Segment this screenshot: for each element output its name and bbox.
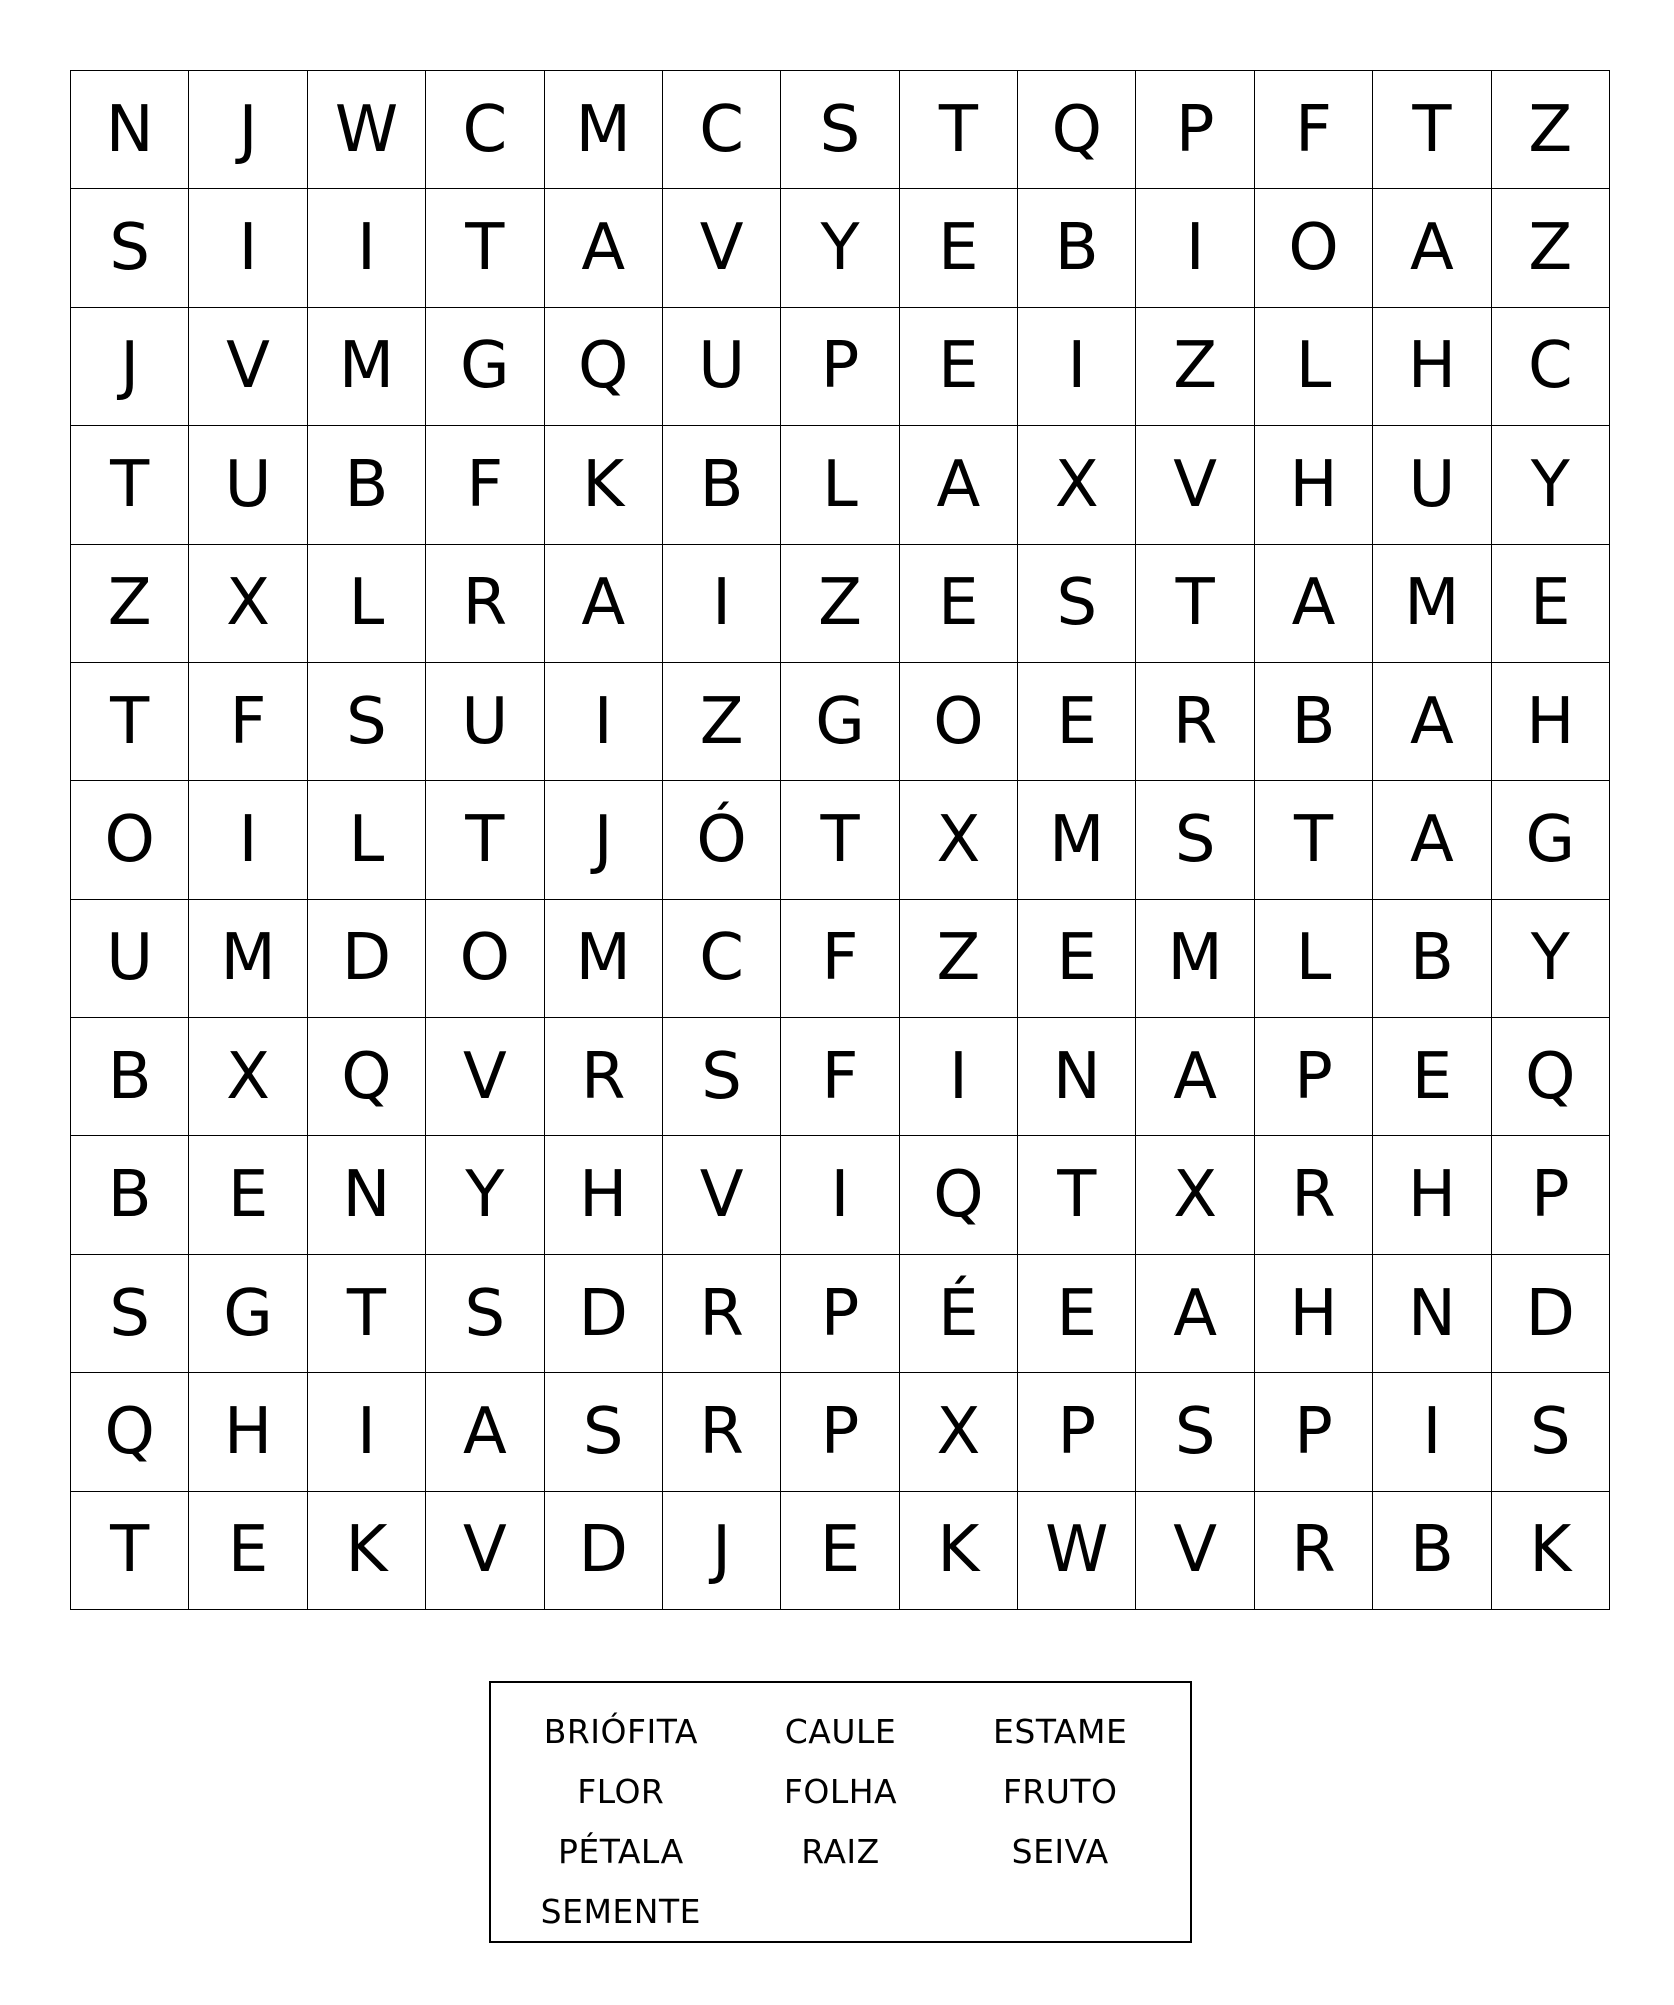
grid-cell[interactable]: A <box>1136 1255 1254 1373</box>
grid-cell[interactable]: T <box>1018 1136 1136 1254</box>
grid-cell[interactable]: S <box>781 71 899 189</box>
grid-cell[interactable]: B <box>1018 189 1136 307</box>
grid-cell[interactable]: K <box>900 1492 1018 1610</box>
grid-cell[interactable]: P <box>1255 1373 1373 1491</box>
grid-cell[interactable]: H <box>1492 663 1610 781</box>
grid-cell[interactable]: O <box>900 663 1018 781</box>
grid-cell[interactable]: P <box>1018 1373 1136 1491</box>
word-list-item: ESTAME <box>993 1711 1128 1751</box>
grid-cell[interactable]: Z <box>900 900 1018 1018</box>
grid-cell[interactable]: H <box>1373 1136 1491 1254</box>
grid-cell[interactable]: S <box>1492 1373 1610 1491</box>
grid-cell[interactable]: Z <box>1492 189 1610 307</box>
grid-cell[interactable]: X <box>189 545 307 663</box>
grid-cell[interactable]: H <box>1255 426 1373 544</box>
grid-cell[interactable]: A <box>1136 1018 1254 1136</box>
grid-cell[interactable]: A <box>900 426 1018 544</box>
grid-cell[interactable]: L <box>308 545 426 663</box>
grid-cell[interactable]: N <box>71 71 189 189</box>
grid-cell[interactable]: V <box>663 189 781 307</box>
grid-cell[interactable]: D <box>545 1255 663 1373</box>
grid-cell[interactable]: R <box>1255 1136 1373 1254</box>
grid-cell[interactable]: Z <box>71 545 189 663</box>
word-list-item: CAULE <box>784 1711 897 1751</box>
grid-cell[interactable]: G <box>189 1255 307 1373</box>
grid-cell[interactable]: R <box>426 545 544 663</box>
grid-cell[interactable]: P <box>1492 1136 1610 1254</box>
grid-cell[interactable]: G <box>781 663 899 781</box>
grid-cell[interactable]: Y <box>1492 426 1610 544</box>
grid-cell[interactable]: W <box>308 71 426 189</box>
grid-cell[interactable]: J <box>189 71 307 189</box>
grid-cell[interactable]: S <box>1136 1373 1254 1491</box>
grid-cell[interactable]: X <box>1018 426 1136 544</box>
grid-cell[interactable]: E <box>1018 900 1136 1018</box>
grid-cell[interactable]: D <box>1492 1255 1610 1373</box>
grid-cell[interactable]: Z <box>781 545 899 663</box>
grid-cell[interactable]: A <box>426 1373 544 1491</box>
grid-cell[interactable]: H <box>545 1136 663 1254</box>
grid-cell[interactable]: L <box>781 426 899 544</box>
grid-cell[interactable]: F <box>1255 71 1373 189</box>
grid-cell[interactable]: V <box>663 1136 781 1254</box>
grid-cell[interactable]: U <box>189 426 307 544</box>
word-list <box>489 1681 1192 1943</box>
grid-cell[interactable]: M <box>545 71 663 189</box>
grid-cell[interactable]: I <box>308 189 426 307</box>
grid-cell[interactable]: X <box>900 781 1018 899</box>
grid-cell[interactable]: I <box>900 1018 1018 1136</box>
grid-cell[interactable]: Q <box>308 1018 426 1136</box>
grid-cell[interactable]: X <box>189 1018 307 1136</box>
grid-cell[interactable]: F <box>781 1018 899 1136</box>
grid-cell[interactable]: X <box>900 1373 1018 1491</box>
grid-cell[interactable]: T <box>426 189 544 307</box>
grid-cell[interactable]: N <box>1018 1018 1136 1136</box>
grid-cell[interactable]: P <box>781 1373 899 1491</box>
grid-cell[interactable]: Y <box>1492 900 1610 1018</box>
grid-cell[interactable]: L <box>1255 900 1373 1018</box>
grid-cell[interactable]: J <box>71 308 189 426</box>
grid-cell[interactable]: F <box>781 900 899 1018</box>
grid-cell[interactable]: I <box>1373 1373 1491 1491</box>
grid-cell[interactable]: N <box>308 1136 426 1254</box>
grid-cell[interactable]: K <box>308 1492 426 1610</box>
grid-cell[interactable]: G <box>1492 781 1610 899</box>
grid-cell[interactable]: R <box>1255 1492 1373 1610</box>
grid-cell[interactable]: A <box>1373 189 1491 307</box>
grid-cell[interactable]: R <box>1136 663 1254 781</box>
grid-cell[interactable]: Q <box>71 1373 189 1491</box>
grid-cell[interactable]: T <box>1136 545 1254 663</box>
grid-cell[interactable]: I <box>663 545 781 663</box>
word-list-item: SEIVA <box>1011 1831 1109 1871</box>
grid-cell[interactable]: U <box>426 663 544 781</box>
grid-cell[interactable]: M <box>545 900 663 1018</box>
grid-cell[interactable]: F <box>426 426 544 544</box>
grid-cell[interactable]: C <box>663 900 781 1018</box>
word-list-item: FOLHA <box>783 1771 898 1811</box>
grid-cell[interactable]: H <box>189 1373 307 1491</box>
grid-cell[interactable]: M <box>1018 781 1136 899</box>
grid-cell[interactable]: J <box>663 1492 781 1610</box>
grid-cell[interactable]: S <box>1018 545 1136 663</box>
grid-cell[interactable]: O <box>1255 189 1373 307</box>
grid-cell[interactable]: B <box>1373 1492 1491 1610</box>
grid-cell[interactable]: I <box>308 1373 426 1491</box>
grid-cell[interactable]: V <box>1136 1492 1254 1610</box>
grid-cell[interactable]: T <box>71 426 189 544</box>
grid-cell[interactable]: E <box>1373 1018 1491 1136</box>
grid-cell[interactable]: T <box>71 1492 189 1610</box>
grid-cell[interactable]: H <box>1255 1255 1373 1373</box>
grid-cell[interactable]: U <box>1373 426 1491 544</box>
grid-cell[interactable]: T <box>71 663 189 781</box>
grid-cell[interactable]: I <box>781 1136 899 1254</box>
grid-cell[interactable]: T <box>900 71 1018 189</box>
word-list-item: BRIÓFITA <box>543 1711 698 1751</box>
grid-cell[interactable]: Y <box>781 189 899 307</box>
grid-cell[interactable]: F <box>189 663 307 781</box>
grid-cell[interactable]: J <box>545 781 663 899</box>
grid-cell[interactable]: Q <box>545 308 663 426</box>
grid-cell[interactable]: S <box>71 189 189 307</box>
grid-cell[interactable]: M <box>1136 900 1254 1018</box>
grid-cell[interactable]: I <box>1136 189 1254 307</box>
grid-cell[interactable]: P <box>781 308 899 426</box>
word-list-item: RAIZ <box>801 1831 880 1871</box>
grid-cell[interactable]: R <box>663 1255 781 1373</box>
grid-cell[interactable]: G <box>426 308 544 426</box>
grid-cell[interactable]: E <box>900 545 1018 663</box>
grid-cell[interactable]: R <box>663 1373 781 1491</box>
grid-cell[interactable]: T <box>781 781 899 899</box>
grid-cell[interactable]: Z <box>663 663 781 781</box>
grid-cell[interactable]: A <box>545 545 663 663</box>
grid-cell[interactable]: Z <box>1136 308 1254 426</box>
grid-cell[interactable]: B <box>1373 900 1491 1018</box>
grid-cell[interactable]: Y <box>426 1136 544 1254</box>
grid-cell[interactable]: E <box>900 308 1018 426</box>
grid-cell[interactable]: Q <box>1018 71 1136 189</box>
grid-cell[interactable]: I <box>189 781 307 899</box>
grid-cell[interactable]: V <box>426 1492 544 1610</box>
grid-cell[interactable]: T <box>308 1255 426 1373</box>
grid-cell[interactable]: E <box>1018 663 1136 781</box>
grid-cell[interactable]: B <box>1255 663 1373 781</box>
grid-cell[interactable]: U <box>663 308 781 426</box>
grid-cell[interactable]: T <box>1255 781 1373 899</box>
word-list-item: SEMENTE <box>540 1891 701 1931</box>
grid-cell[interactable]: L <box>308 781 426 899</box>
word-list-item: PÉTALA <box>558 1831 684 1871</box>
grid-cell[interactable]: C <box>1492 308 1610 426</box>
grid-cell[interactable]: X <box>1136 1136 1254 1254</box>
grid-cell[interactable]: A <box>1373 781 1491 899</box>
grid-cell[interactable]: É <box>900 1255 1018 1373</box>
word-list-item: FLOR <box>577 1771 665 1811</box>
grid-cell[interactable]: B <box>71 1136 189 1254</box>
grid-cell[interactable]: S <box>663 1018 781 1136</box>
grid-cell[interactable]: S <box>308 663 426 781</box>
grid-cell[interactable]: U <box>71 900 189 1018</box>
grid-cell[interactable]: T <box>1373 71 1491 189</box>
grid-cell[interactable]: N <box>1373 1255 1491 1373</box>
grid-cell[interactable]: M <box>1373 545 1491 663</box>
grid-cell[interactable]: H <box>1373 308 1491 426</box>
grid-cell[interactable]: P <box>781 1255 899 1373</box>
grid-cell[interactable]: V <box>1136 426 1254 544</box>
grid-cell[interactable]: B <box>308 426 426 544</box>
grid-cell[interactable]: C <box>663 71 781 189</box>
grid-cell[interactable]: P <box>1255 1018 1373 1136</box>
grid-cell[interactable]: P <box>1136 71 1254 189</box>
grid-cell[interactable]: C <box>426 71 544 189</box>
grid-cell[interactable]: E <box>189 1136 307 1254</box>
grid-cell[interactable]: S <box>426 1255 544 1373</box>
grid-cell[interactable]: V <box>189 308 307 426</box>
grid-cell[interactable]: K <box>545 426 663 544</box>
word-list-item: FRUTO <box>1002 1771 1118 1811</box>
grid-cell[interactable]: O <box>426 900 544 1018</box>
grid-cell[interactable]: Ó <box>663 781 781 899</box>
grid-cell[interactable]: M <box>308 308 426 426</box>
grid-cell[interactable]: Q <box>1492 1018 1610 1136</box>
grid-cell[interactable]: M <box>189 900 307 1018</box>
grid-cell[interactable]: A <box>545 189 663 307</box>
grid-cell[interactable]: V <box>426 1018 544 1136</box>
grid-cell[interactable]: R <box>545 1018 663 1136</box>
grid-cell[interactable]: I <box>545 663 663 781</box>
grid-cell[interactable]: E <box>900 189 1018 307</box>
letter-grid <box>70 70 1610 1610</box>
grid-cell[interactable]: O <box>71 781 189 899</box>
grid-cell[interactable]: Z <box>1492 71 1610 189</box>
grid-cell[interactable]: B <box>663 426 781 544</box>
grid-cell[interactable]: E <box>781 1492 899 1610</box>
grid-cell[interactable]: K <box>1492 1492 1610 1610</box>
grid-cell[interactable]: B <box>71 1018 189 1136</box>
grid-cell[interactable]: S <box>71 1255 189 1373</box>
grid-cell[interactable]: D <box>308 900 426 1018</box>
grid-cell[interactable]: A <box>1373 663 1491 781</box>
grid-cell[interactable]: E <box>1492 545 1610 663</box>
grid-cell[interactable]: E <box>1018 1255 1136 1373</box>
grid-cell[interactable]: D <box>545 1492 663 1610</box>
grid-cell[interactable]: Q <box>900 1136 1018 1254</box>
grid-cell[interactable]: E <box>189 1492 307 1610</box>
grid-cell[interactable]: W <box>1018 1492 1136 1610</box>
grid-cell[interactable]: L <box>1255 308 1373 426</box>
grid-cell[interactable]: T <box>426 781 544 899</box>
grid-cell[interactable]: I <box>1018 308 1136 426</box>
grid-cell[interactable]: S <box>545 1373 663 1491</box>
grid-cell[interactable]: I <box>189 189 307 307</box>
grid-cell[interactable]: A <box>1255 545 1373 663</box>
grid-cell[interactable]: S <box>1136 781 1254 899</box>
